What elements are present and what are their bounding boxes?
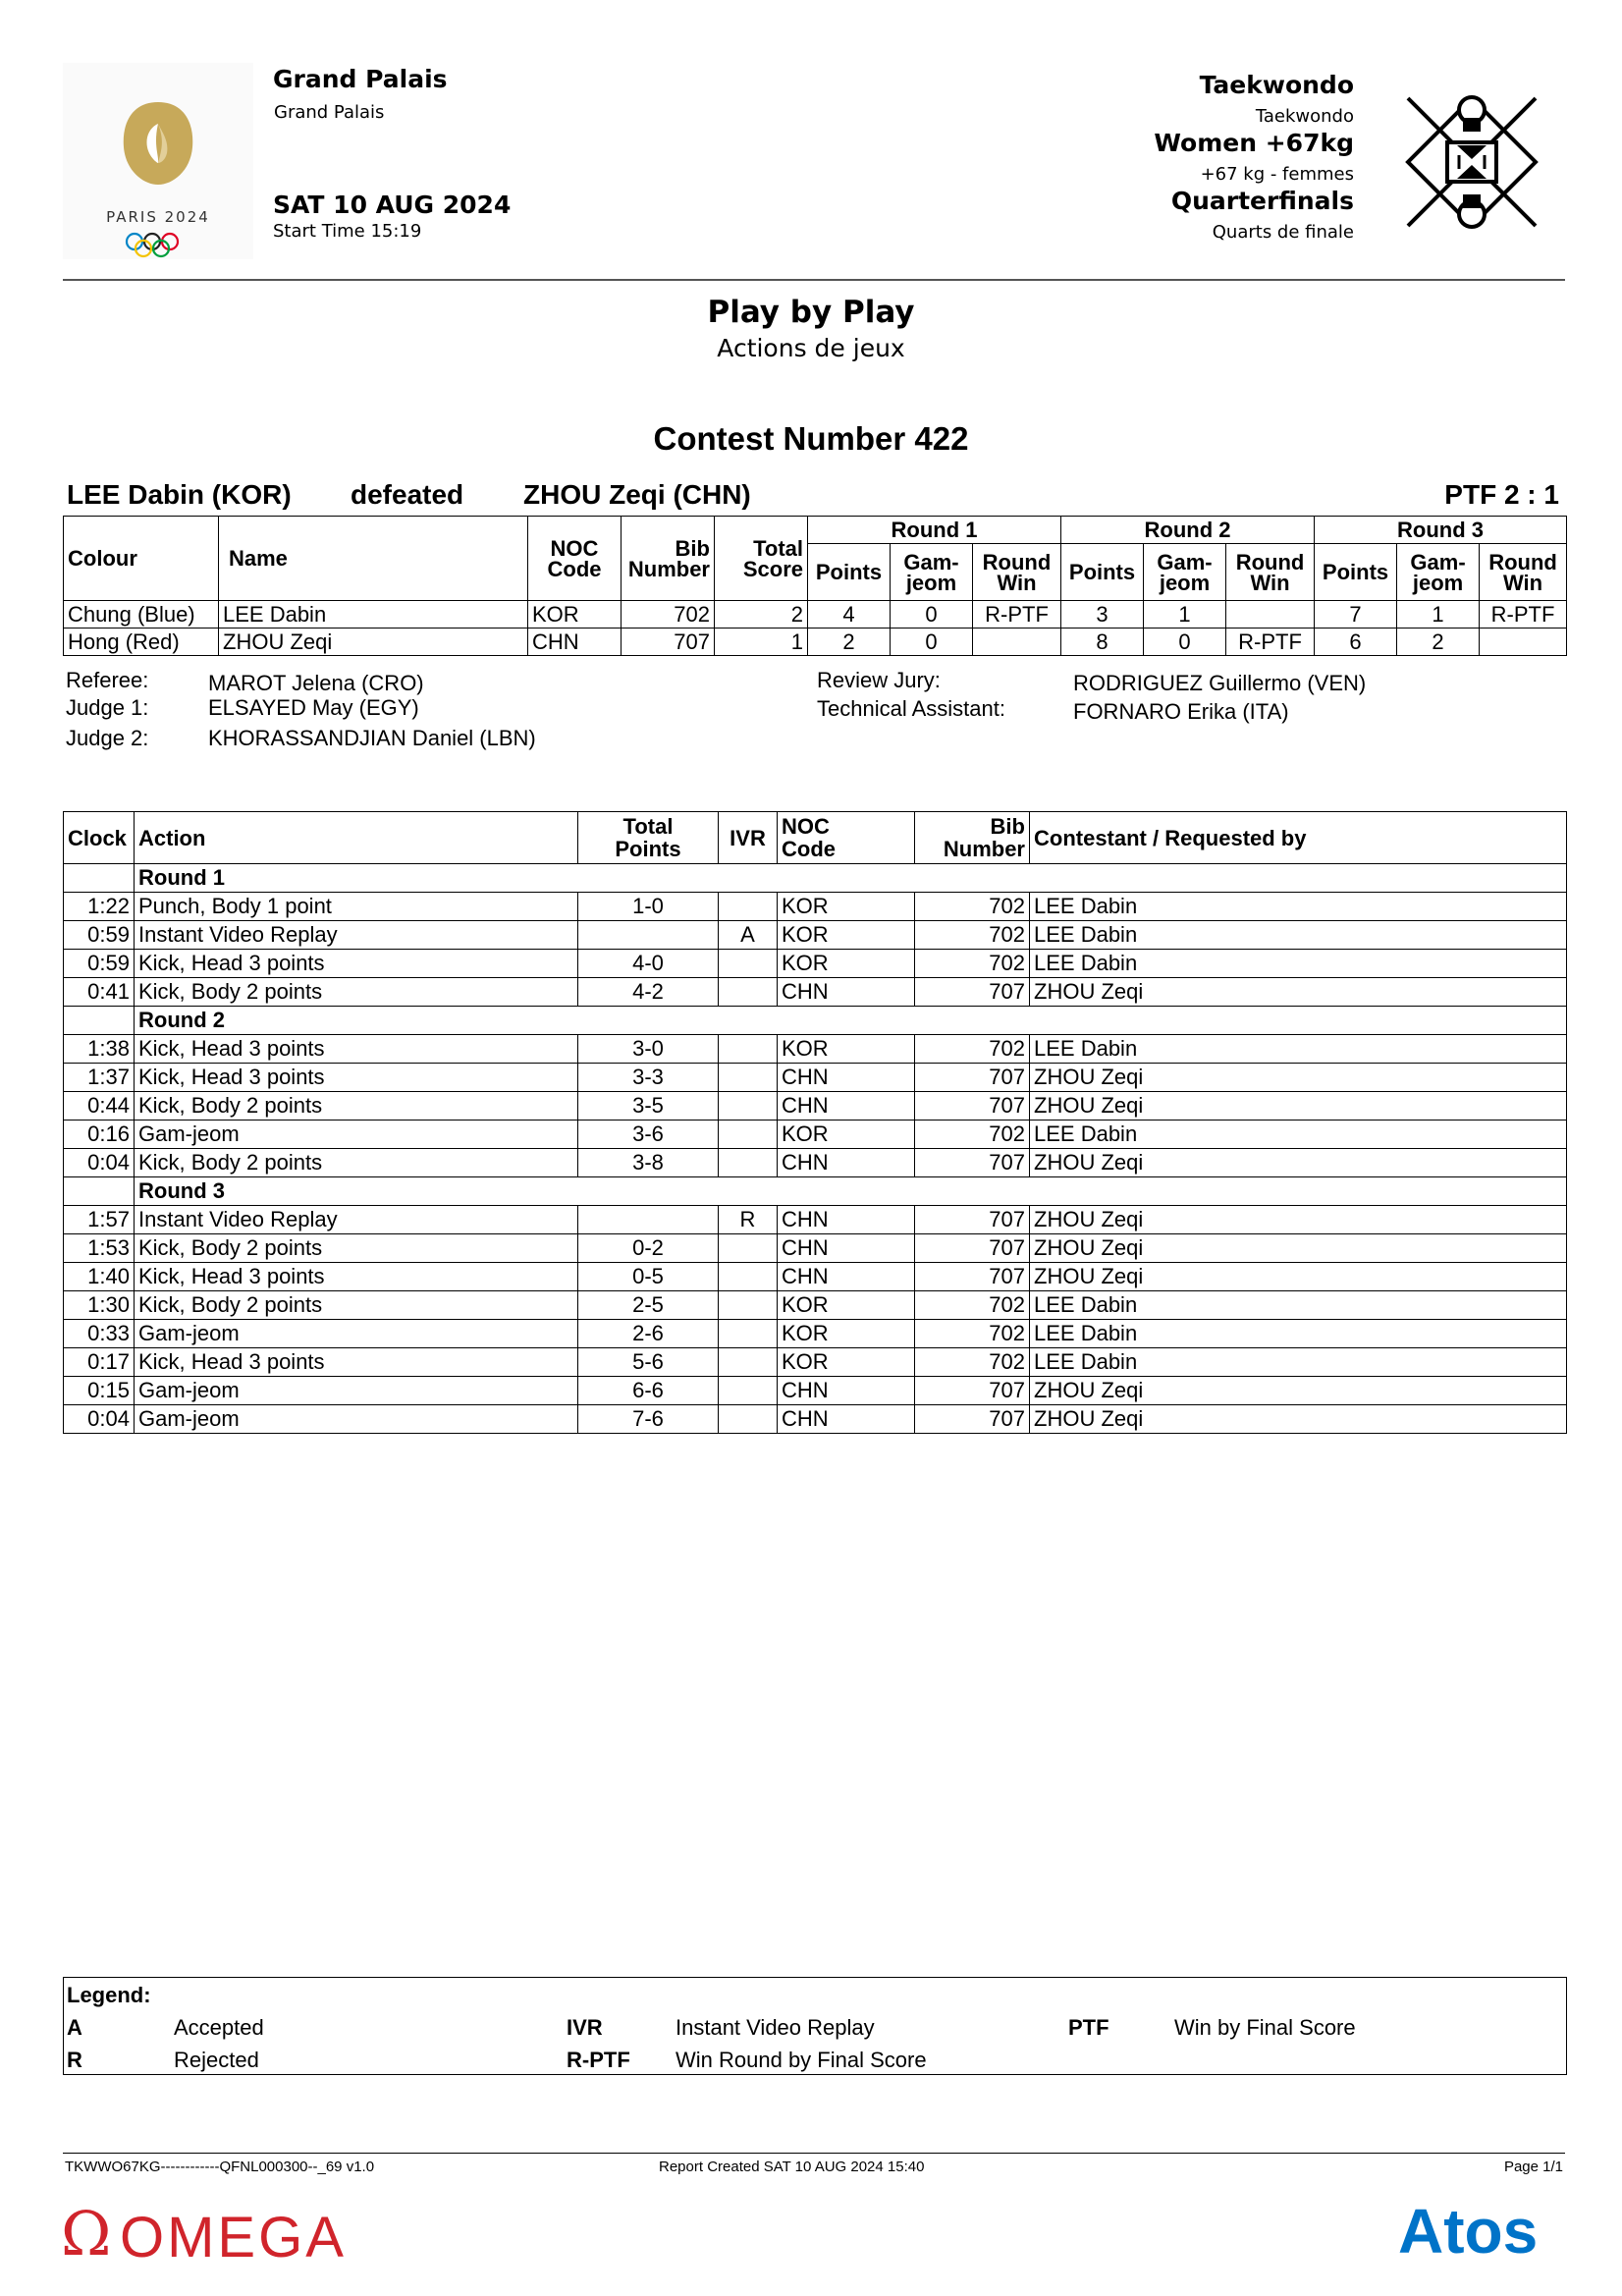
bout-winner: LEE Dabin (KOR): [67, 479, 292, 510]
header-round-win: Round Win: [1480, 544, 1567, 601]
header-clock: Clock: [64, 812, 135, 864]
cell-noc: CHN: [778, 1234, 915, 1263]
document-title: Play by Play: [707, 295, 915, 330]
cell-noc: CHN: [778, 978, 915, 1007]
phase-name: Quarterfinals: [1170, 187, 1354, 215]
judge1-label: Judge 1:: [66, 695, 149, 720]
cell-bib: 702: [915, 893, 1030, 921]
cell-clock: 1:37: [64, 1064, 135, 1092]
cell-noc: KOR: [778, 921, 915, 950]
table-row: [64, 1405, 1567, 1434]
bout-final-score: PTF 2 : 1: [1444, 479, 1559, 510]
cell-r3-gamjeom: 1: [1397, 601, 1480, 629]
judge2-label: Judge 2:: [66, 726, 149, 750]
review-jury-name: RODRIGUEZ Guillermo (VEN): [1073, 671, 1367, 695]
cell-total-points: 2-5: [578, 1291, 719, 1320]
cell-action: Kick, Head 3 points: [135, 1064, 578, 1092]
play-by-play-table: [63, 811, 1567, 1434]
footer-divider: [63, 2153, 1565, 2154]
cell-r2-win: R-PTF: [1226, 629, 1315, 656]
cell-ivr: [719, 1064, 778, 1092]
cell-clock: 1:53: [64, 1234, 135, 1263]
cell-contestant: LEE Dabin: [1030, 1121, 1567, 1149]
cell-noc: CHN: [778, 1092, 915, 1121]
tech-assistant-label: Technical Assistant:: [817, 696, 1005, 721]
cell-contestant: LEE Dabin: [1030, 1035, 1567, 1064]
cell-ivr: [719, 1234, 778, 1263]
legend-desc: Win Round by Final Score: [676, 2048, 927, 2072]
header-noc: NOC Code: [528, 517, 622, 601]
cell-ivr: R: [719, 1206, 778, 1234]
cell-total-points: 6-6: [578, 1377, 719, 1405]
table-row: [64, 921, 1567, 950]
cell-bib: 707: [915, 1064, 1030, 1092]
table-row: [64, 978, 1567, 1007]
cell-r3-win: R-PTF: [1480, 601, 1567, 629]
contest-number: Contest Number 422: [653, 420, 969, 457]
event-date: SAT 10 AUG 2024: [273, 191, 512, 219]
cell-bib: 707: [915, 1234, 1030, 1263]
cell-action: Kick, Head 3 points: [135, 1348, 578, 1377]
cell-r3-points: 7: [1315, 601, 1397, 629]
header-round-1: Round 1: [808, 517, 1061, 544]
header-round-win: Round Win: [973, 544, 1061, 601]
cell-contestant: ZHOU Zeqi: [1030, 978, 1567, 1007]
taekwondo-pictogram-icon: [1379, 69, 1565, 255]
referee-name: MAROT Jelena (CRO): [208, 671, 424, 695]
start-time: Start Time 15:19: [273, 221, 422, 242]
cell-noc: KOR: [778, 1121, 915, 1149]
cell-total-points: 4-0: [578, 950, 719, 978]
header-colour: Colour: [64, 517, 219, 601]
cell-r3-win: [1480, 629, 1567, 656]
header-ivr: IVR: [719, 812, 778, 864]
venue-name: Grand Palais: [273, 65, 448, 93]
cell-contestant: LEE Dabin: [1030, 1348, 1567, 1377]
page-number: Page 1/1: [1503, 2159, 1563, 2175]
cell-contestant: LEE Dabin: [1030, 1291, 1567, 1320]
table-row: [64, 1206, 1567, 1234]
table-row: [64, 1263, 1567, 1291]
cell-bib: 707: [915, 978, 1030, 1007]
cell-contestant: ZHOU Zeqi: [1030, 1092, 1567, 1121]
cell-action: Gam-jeom: [135, 1320, 578, 1348]
cell-noc: KOR: [778, 1291, 915, 1320]
cell-noc: KOR: [528, 601, 622, 629]
cell-r1-points: 2: [808, 629, 891, 656]
cell-contestant: ZHOU Zeqi: [1030, 1405, 1567, 1434]
cell-total-points: 3-0: [578, 1035, 719, 1064]
table-row: [64, 1035, 1567, 1064]
cell-contestant: LEE Dabin: [1030, 921, 1567, 950]
cell-bib: 702: [915, 1291, 1030, 1320]
header-round-2: Round 2: [1061, 517, 1315, 544]
tech-assistant-name: FORNARO Erika (ITA): [1073, 699, 1289, 724]
cell-r2-points: 8: [1061, 629, 1144, 656]
table-row: [64, 601, 1567, 629]
cell-ivr: A: [719, 921, 778, 950]
cell-noc: CHN: [778, 1064, 915, 1092]
review-jury-label: Review Jury:: [817, 668, 941, 692]
cell-contestant: ZHOU Zeqi: [1030, 1234, 1567, 1263]
cell-bib: 702: [915, 1348, 1030, 1377]
svg-text:Ω: Ω: [61, 2200, 112, 2269]
header-noc: NOC Code: [778, 812, 915, 864]
cell-noc: KOR: [778, 1035, 915, 1064]
cell-total: 1: [715, 629, 808, 656]
cell-action: Kick, Head 3 points: [135, 1263, 578, 1291]
cell-action: Kick, Body 2 points: [135, 1234, 578, 1263]
cell-total-points: 7-6: [578, 1405, 719, 1434]
cell-contestant: LEE Dabin: [1030, 1320, 1567, 1348]
cell-action: Instant Video Replay: [135, 1206, 578, 1234]
judge1-name: ELSAYED May (EGY): [208, 695, 419, 720]
cell-ivr: [719, 1291, 778, 1320]
bout-loser: ZHOU Zeqi (CHN): [523, 479, 751, 510]
cell-clock: 0:59: [64, 921, 135, 950]
cell-r3-points: 6: [1315, 629, 1397, 656]
cell-bib: 707: [915, 1092, 1030, 1121]
cell-action: Gam-jeom: [135, 1377, 578, 1405]
table-row: [64, 1348, 1567, 1377]
cell-clock: 0:17: [64, 1348, 135, 1377]
cell-clock: 1:57: [64, 1206, 135, 1234]
play-by-play-rows: [64, 864, 1567, 1434]
cell-total-points: 4-2: [578, 978, 719, 1007]
round-label: Round 1: [135, 864, 1567, 893]
table-row: [64, 950, 1567, 978]
cell-noc: CHN: [528, 629, 622, 656]
cell-r2-gamjeom: 0: [1144, 629, 1226, 656]
cell-total-points: [578, 1206, 719, 1234]
round-label: Round 3: [135, 1177, 1567, 1206]
header-round-3: Round 3: [1315, 517, 1567, 544]
cell-noc: KOR: [778, 950, 915, 978]
table-row: [64, 1092, 1567, 1121]
header-gamjeom: Gam- jeom: [1144, 544, 1226, 601]
cell-empty: [64, 864, 135, 893]
header-divider: [63, 279, 1565, 281]
round-label: Round 2: [135, 1007, 1567, 1035]
legend-box: [63, 1977, 1567, 2075]
cell-ivr: [719, 1092, 778, 1121]
header-name: Name: [219, 517, 528, 601]
cell-ivr: [719, 950, 778, 978]
cell-clock: 0:16: [64, 1121, 135, 1149]
cell-name: ZHOU Zeqi: [219, 629, 528, 656]
header-round-win: Round Win: [1226, 544, 1315, 601]
cell-bib: 702: [915, 1035, 1030, 1064]
cell-clock: 0:59: [64, 950, 135, 978]
cell-clock: 0:44: [64, 1092, 135, 1121]
cell-noc: CHN: [778, 1149, 915, 1177]
cell-ivr: [719, 893, 778, 921]
cell-bib: 702: [622, 601, 715, 629]
cell-contestant: ZHOU Zeqi: [1030, 1149, 1567, 1177]
cell-contestant: ZHOU Zeqi: [1030, 1377, 1567, 1405]
cell-contestant: ZHOU Zeqi: [1030, 1263, 1567, 1291]
cell-noc: KOR: [778, 893, 915, 921]
cell-bib: 707: [915, 1149, 1030, 1177]
cell-total-points: 2-6: [578, 1320, 719, 1348]
cell-bib: 702: [915, 1121, 1030, 1149]
cell-ivr: [719, 1320, 778, 1348]
cell-clock: 1:22: [64, 893, 135, 921]
cell-bib: 702: [915, 1320, 1030, 1348]
cell-clock: 1:40: [64, 1263, 135, 1291]
omega-logo: [61, 2200, 405, 2273]
cell-r1-points: 4: [808, 601, 891, 629]
logo-text: PARIS 2024: [106, 208, 210, 226]
cell-r2-win: [1226, 601, 1315, 629]
cell-r2-points: 3: [1061, 601, 1144, 629]
event-subtitle: +67 kg - femmes: [1200, 164, 1354, 185]
cell-bib: 707: [622, 629, 715, 656]
cell-ivr: [719, 1149, 778, 1177]
cell-noc: KOR: [778, 1320, 915, 1348]
cell-action: Kick, Body 2 points: [135, 978, 578, 1007]
cell-bib: 707: [915, 1206, 1030, 1234]
table-row: [64, 1320, 1567, 1348]
cell-r1-gamjeom: 0: [891, 601, 973, 629]
table-row: [64, 1149, 1567, 1177]
legend-title: Legend:: [67, 1983, 151, 2007]
cell-noc: CHN: [778, 1206, 915, 1234]
cell-action: Instant Video Replay: [135, 921, 578, 950]
cell-bib: 707: [915, 1377, 1030, 1405]
cell-bib: 707: [915, 1263, 1030, 1291]
cell-contestant: ZHOU Zeqi: [1030, 1064, 1567, 1092]
header-contestant: Contestant / Requested by: [1030, 812, 1567, 864]
table-row: [64, 1234, 1567, 1263]
legend-key: A: [67, 2015, 82, 2040]
header-total-points: Total Points: [578, 812, 719, 864]
cell-r1-win: [973, 629, 1061, 656]
cell-total-points: 5-6: [578, 1348, 719, 1377]
cell-clock: 0:33: [64, 1320, 135, 1348]
legend-key: R-PTF: [567, 2048, 630, 2072]
header-points: Points: [1315, 544, 1397, 601]
cell-empty: [64, 1177, 135, 1206]
cell-action: Kick, Body 2 points: [135, 1291, 578, 1320]
document-subtitle: Actions de jeux: [717, 334, 905, 362]
cell-bib: 707: [915, 1405, 1030, 1434]
cell-total-points: 3-3: [578, 1064, 719, 1092]
cell-action: Punch, Body 1 point: [135, 893, 578, 921]
legend-desc: Rejected: [174, 2048, 259, 2072]
bout-result: defeated: [351, 479, 464, 510]
cell-total-points: 3-8: [578, 1149, 719, 1177]
table-row: [64, 1064, 1567, 1092]
cell-name: LEE Dabin: [219, 601, 528, 629]
sport-name: Taekwondo: [1199, 71, 1354, 99]
legend-desc: Win by Final Score: [1174, 2015, 1356, 2040]
cell-r1-win: R-PTF: [973, 601, 1061, 629]
cell-clock: 0:41: [64, 978, 135, 1007]
legend-key: PTF: [1068, 2015, 1109, 2040]
cell-total-points: 1-0: [578, 893, 719, 921]
round-header-row: [64, 864, 1567, 893]
cell-noc: CHN: [778, 1405, 915, 1434]
cell-ivr: [719, 1377, 778, 1405]
header-points: Points: [1061, 544, 1144, 601]
cell-total-points: 0-2: [578, 1234, 719, 1263]
header-gamjeom: Gam- jeom: [891, 544, 973, 601]
contest-summary-table: [63, 516, 1567, 656]
header-gamjeom: Gam- jeom: [1397, 544, 1480, 601]
cell-ivr: [719, 1121, 778, 1149]
legend-desc: Accepted: [174, 2015, 264, 2040]
table-row: [64, 629, 1567, 656]
paris-2024-logo: [63, 63, 253, 259]
omega-wordmark: OMEGA: [120, 2206, 347, 2269]
cell-ivr: [719, 1405, 778, 1434]
table-row: [64, 1377, 1567, 1405]
header-bib: Bib Number: [622, 517, 715, 601]
cell-total-points: [578, 921, 719, 950]
cell-colour: Hong (Red): [64, 629, 219, 656]
cell-r2-gamjeom: 1: [1144, 601, 1226, 629]
cell-noc: CHN: [778, 1377, 915, 1405]
header-total: Total Score: [715, 517, 808, 601]
cell-r1-gamjeom: 0: [891, 629, 973, 656]
table-row: [64, 1121, 1567, 1149]
report-code: TKWWO67KG------------QFNL000300--_69 v1.0: [65, 2159, 375, 2175]
cell-action: Kick, Head 3 points: [135, 1035, 578, 1064]
round-header-row: [64, 1177, 1567, 1206]
cell-ivr: [719, 1035, 778, 1064]
cell-r3-gamjeom: 2: [1397, 629, 1480, 656]
round-header-row: [64, 1007, 1567, 1035]
cell-colour: Chung (Blue): [64, 601, 219, 629]
table-row: [64, 893, 1567, 921]
cell-clock: 0:04: [64, 1405, 135, 1434]
cell-empty: [64, 1007, 135, 1035]
cell-action: Gam-jeom: [135, 1121, 578, 1149]
cell-total-points: 0-5: [578, 1263, 719, 1291]
judge2-name: KHORASSANDJIAN Daniel (LBN): [208, 726, 536, 750]
cell-ivr: [719, 978, 778, 1007]
cell-total-points: 3-6: [578, 1121, 719, 1149]
cell-total: 2: [715, 601, 808, 629]
event-name: Women +67kg: [1154, 129, 1354, 157]
legend-key: IVR: [567, 2015, 603, 2040]
venue-subtitle: Grand Palais: [274, 102, 385, 123]
cell-action: Kick, Body 2 points: [135, 1092, 578, 1121]
table-row: [64, 1291, 1567, 1320]
cell-ivr: [719, 1263, 778, 1291]
header-points: Points: [808, 544, 891, 601]
cell-contestant: LEE Dabin: [1030, 950, 1567, 978]
header-bib: Bib Number: [915, 812, 1030, 864]
cell-contestant: ZHOU Zeqi: [1030, 1206, 1567, 1234]
report-created: Report Created SAT 10 AUG 2024 15:40: [659, 2159, 925, 2175]
cell-total-points: 3-5: [578, 1092, 719, 1121]
cell-ivr: [719, 1348, 778, 1377]
cell-clock: 1:30: [64, 1291, 135, 1320]
header-action: Action: [135, 812, 578, 864]
cell-action: Gam-jeom: [135, 1405, 578, 1434]
sport-subtitle: Taekwondo: [1255, 106, 1354, 127]
cell-bib: 702: [915, 950, 1030, 978]
cell-contestant: LEE Dabin: [1030, 893, 1567, 921]
atos-logo: [1398, 2196, 1570, 2269]
cell-noc: KOR: [778, 1348, 915, 1377]
referee-label: Referee:: [66, 668, 149, 692]
cell-action: Kick, Body 2 points: [135, 1149, 578, 1177]
atos-wordmark: Atos: [1398, 2196, 1539, 2265]
cell-bib: 702: [915, 921, 1030, 950]
cell-noc: CHN: [778, 1263, 915, 1291]
phase-subtitle: Quarts de finale: [1212, 222, 1354, 243]
cell-action: Kick, Head 3 points: [135, 950, 578, 978]
legend-key: R: [67, 2048, 82, 2072]
cell-clock: 0:04: [64, 1149, 135, 1177]
cell-clock: 1:38: [64, 1035, 135, 1064]
legend-desc: Instant Video Replay: [676, 2015, 875, 2040]
cell-clock: 0:15: [64, 1377, 135, 1405]
